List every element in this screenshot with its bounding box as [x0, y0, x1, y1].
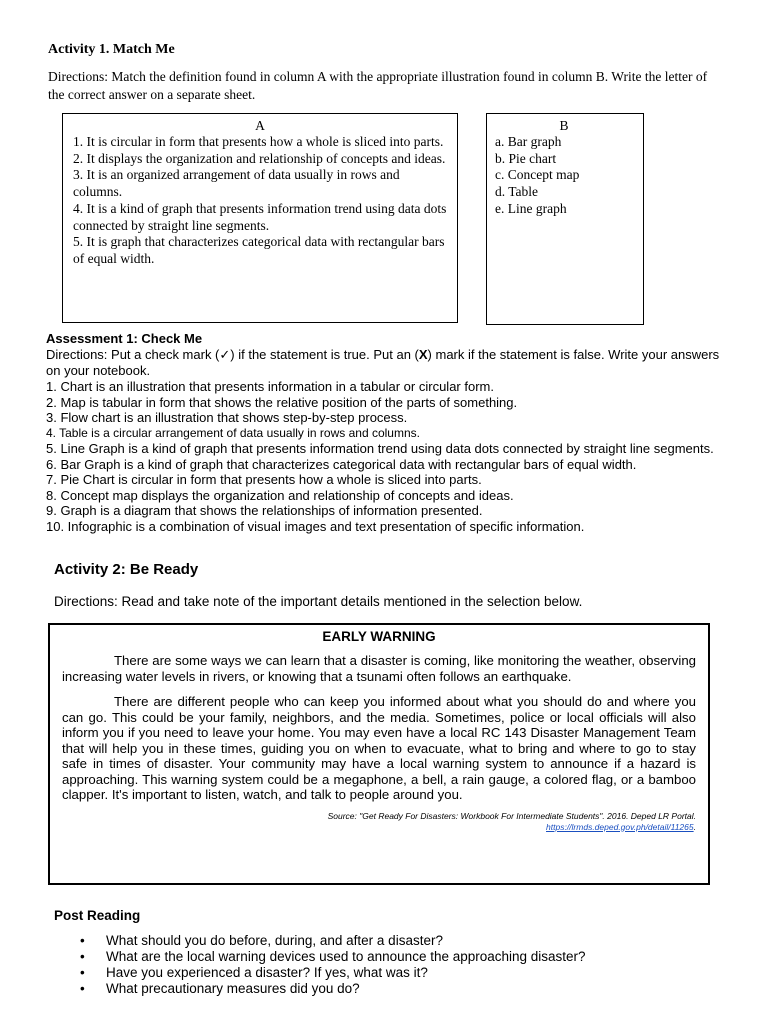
source-link[interactable]: https://lrmds.deped.gov.ph/detail/11265: [546, 821, 694, 832]
source-text: "Get Ready For Disasters: Workbook For Intermediate Students". 2016. Deped LR Portal.: [359, 810, 696, 821]
column-a-item: 2. It displays the organization and relationship of concepts and ideas.: [73, 150, 446, 166]
column-a-item: 1. It is circular in form that presents how a whole is sliced into parts.: [73, 134, 444, 149]
post-reading-list: [80, 933, 720, 997]
column-b-item: a. Bar graph: [495, 134, 562, 149]
column-a-heading: A: [255, 118, 265, 133]
article-box: [48, 623, 710, 885]
activity2-title: Activity 2: Be Ready: [54, 561, 199, 578]
activity2-directions: Directions: Read and take note of the important details mentioned in the selection below.: [54, 594, 583, 609]
activity1-directions: Directions: Match the definition found in column A with the appropriate illustration found in column B. Write the letter of the correct answer on a separate sheet.: [48, 69, 708, 102]
list-item: • What should you do before, during, and after a disaster?: [80, 933, 720, 949]
assessment1-list: [46, 379, 746, 534]
column-a-item: 4. It is a kind of graph that presents information trend using data dots connected by straight line segments.: [73, 200, 447, 233]
assessment1-directions: [46, 347, 736, 378]
column-a-item: 5. It is graph that characterizes categorical data with rectangular bars of equal width.: [73, 234, 445, 266]
x-mark: X: [418, 347, 428, 362]
directions-text: ) mark if the statement is false. Write your answers on your notebook.: [46, 347, 720, 378]
source-end: .: [693, 821, 696, 832]
list-item: • What are the local warning devices used to announce the approaching disaster?: [80, 949, 720, 965]
column-b-item: c. Concept map: [495, 167, 580, 183]
assessment1-title: Assessment 1: Check Me: [46, 331, 203, 346]
list-item: 6. Bar Graph is a kind of graph that characterizes categorical data with rectangular bars of equal width.: [46, 456, 637, 472]
column-b-item: d. Table: [495, 184, 539, 200]
list-item: 8. Concept map displays the organization and relationship of concepts and ideas.: [46, 487, 514, 503]
list-item: 3. Flow chart is an illustration that shows step-by-step process.: [46, 410, 408, 425]
directions-text: Directions: Put a check mark (✓) if the statement is true. Put an (: [46, 347, 419, 362]
column-b-list: [495, 134, 633, 218]
article-source: [62, 811, 696, 833]
list-item: 7. Pie Chart is circular in form that presents how a whole is sliced into parts.: [46, 472, 482, 487]
list-item: 5. Line Graph is a kind of graph that presents information trend using data dots connected by straight line segments.: [46, 441, 714, 456]
article-title: EARLY WARNING: [322, 629, 436, 644]
list-item: • What precautionary measures did you do?: [80, 981, 720, 997]
column-b-box: [486, 113, 644, 325]
column-a-box: [62, 113, 458, 323]
post-reading-title: Post Reading: [54, 908, 141, 923]
source-label: Source:: [327, 810, 357, 821]
activity1-title: Activity 1. Match Me: [48, 42, 175, 57]
list-item: 2. Map is tabular in form that shows the relative position of the parts of something.: [46, 394, 518, 410]
list-item: 9. Graph is a diagram that shows the relationships of information presented.: [46, 503, 483, 518]
list-item: 10. Infographic is a combination of visual images and text presentation of specific information.: [46, 518, 585, 534]
column-a-item: 3. It is an organized arrangement of data usually in rows and columns.: [73, 167, 400, 200]
list-item: 4. Table is a circular arrangement of data usually in rows and columns.: [46, 425, 420, 440]
list-item: • Have you experienced a disaster? If yes, what was it?: [80, 965, 720, 981]
article-paragraph: There are some ways we can learn that a disaster is coming, like monitoring the weather, observing increasing water levels in rivers, or knowing that a tsunami often follows an earthquake.: [62, 653, 696, 684]
column-a-list: [73, 134, 447, 268]
article-paragraph: There are different people who can keep you informed about what you should do and where you can go. This could be your family, neighbors, and the media. Sometimes, police or local officials will also inform you if you need to leave your home. You may even have a local RC 143 Disaster Management Team that will help you in these times, guiding you on when to evacuate, what to bring and where to go to stay safe in times of disaster. Your community may have a local warning system to announce if a hazard is approaching. This warning system could be a megaphone, a bell, a rain gauge, a colored flag, or a bamboo clapper. It's important to listen, watch, and talk to people around you.: [62, 694, 696, 802]
column-b-item: e. Line graph: [495, 200, 567, 216]
column-b-heading: B: [559, 118, 569, 133]
list-item: 1. Chart is an illustration that presents information in a tabular or circular form.: [46, 379, 494, 394]
column-b-item: b. Pie chart: [495, 150, 557, 166]
